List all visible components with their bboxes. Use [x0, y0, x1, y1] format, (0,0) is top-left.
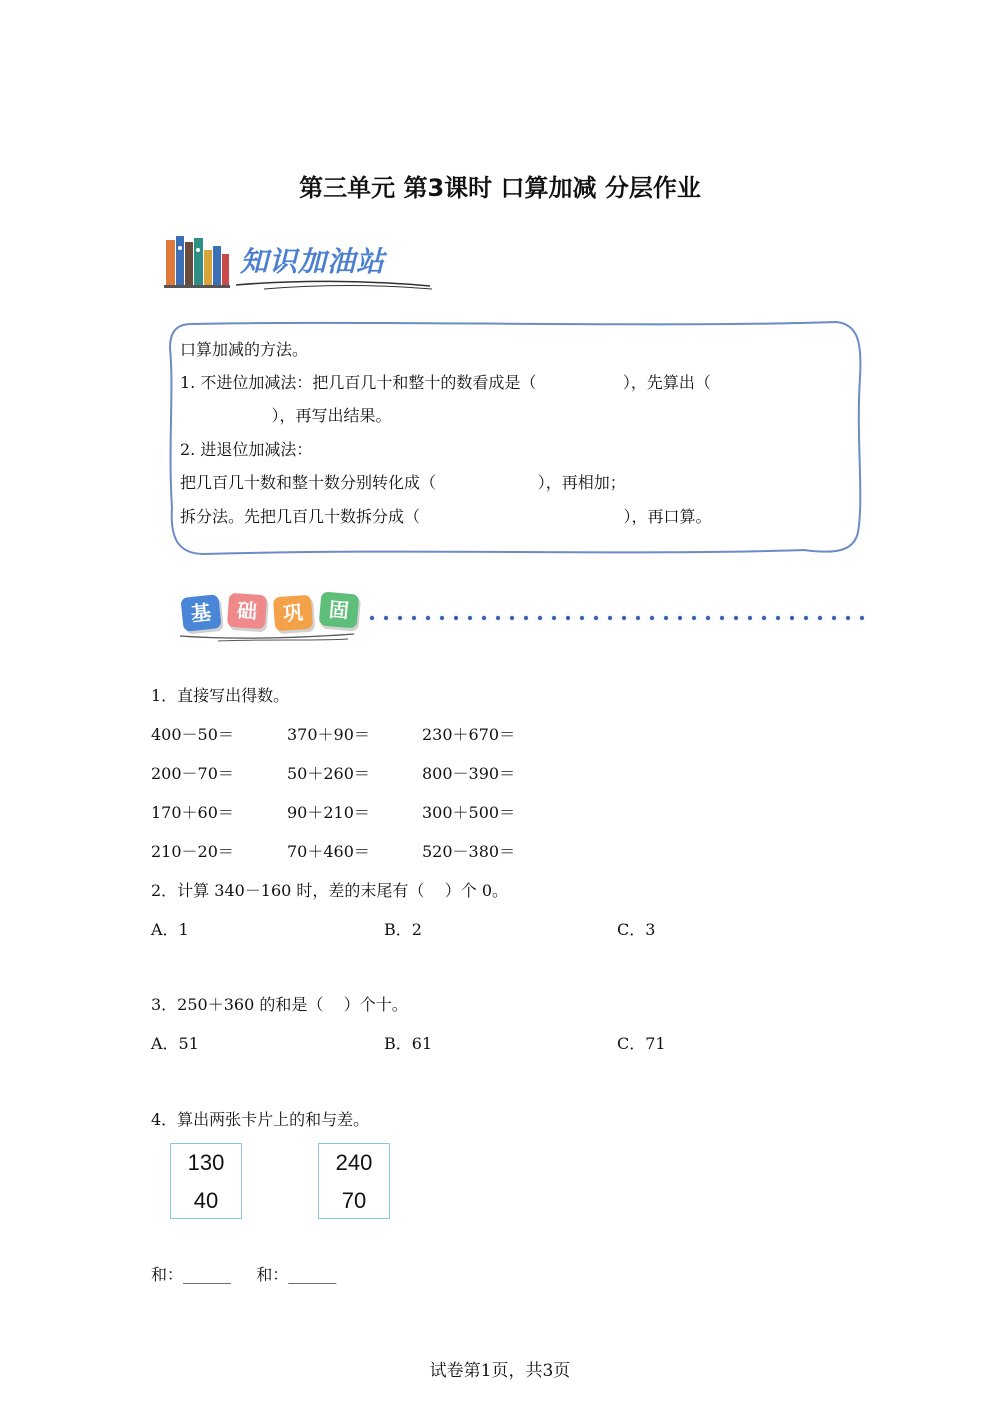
q1-r1-c3: 230＋670＝: [422, 725, 516, 744]
q1-r2-c1: 200－70＝: [151, 764, 234, 783]
card-1-bottom: 40: [193, 1188, 219, 1213]
q1-r4-c1: 210－20＝: [151, 842, 234, 861]
books-icon: [164, 236, 230, 288]
basics-underline: [178, 628, 358, 644]
q1-r4-c3: 520－380＝: [422, 842, 516, 861]
basics-tile-1: 基: [180, 594, 221, 632]
knowledge-line-1: 1. 不进位加减法：把几百几十和整十的数看成是（ ），先算出（: [180, 373, 711, 392]
q1-prompt: 1．直接写出得数。: [151, 686, 290, 705]
knowledge-line-4: 把几百几十数和整十数分别转化成（ ），再相加；: [180, 473, 626, 492]
q1-r1-c2: 370＋90＝: [287, 725, 370, 744]
card-1-top: 130: [187, 1150, 225, 1175]
knowledge-heading: 口算加减的方法。: [180, 340, 309, 359]
q2-prompt: 2．计算 340－160 时，差的末尾有（ ）个 0。: [151, 881, 509, 900]
q3-option-b[interactable]: B．61: [384, 1034, 433, 1053]
q1-r3-c3: 300＋500＝: [422, 803, 516, 822]
card-2-top: 240: [335, 1150, 373, 1175]
knowledge-banner-title: 知识加油站: [240, 245, 386, 278]
q3-option-a[interactable]: A．51: [151, 1034, 199, 1053]
banner-underline: [234, 276, 434, 292]
q4-answer-line[interactable]: 和：______ 和：______: [151, 1265, 337, 1284]
number-card-2: [318, 1143, 390, 1219]
dotted-divider: [368, 608, 868, 618]
q2-option-c[interactable]: C．3: [617, 920, 656, 939]
knowledge-line-2: ），再写出结果。: [180, 406, 392, 425]
q1-r2-c2: 50＋260＝: [287, 764, 370, 783]
card-2-bottom: 70: [341, 1188, 367, 1213]
q2-option-a[interactable]: A．1: [151, 920, 189, 939]
q3-prompt: 3．250＋360 的和是（ ）个十。: [151, 995, 408, 1014]
basics-tile-2: 础: [227, 593, 267, 630]
q1-r4-c2: 70＋460＝: [287, 842, 370, 861]
q4-prompt: 4．算出两张卡片上的和与差。: [151, 1110, 370, 1129]
q3-option-c[interactable]: C．71: [617, 1034, 666, 1053]
basics-tile-4: 固: [319, 591, 360, 628]
page-footer: 试卷第1页，共3页: [429, 1361, 571, 1381]
q2-option-b[interactable]: B．2: [384, 920, 422, 939]
knowledge-line-5: 拆分法。先把几百几十数拆分成（ ），再口算。: [180, 507, 712, 526]
number-card-1: [170, 1143, 242, 1219]
q1-r2-c3: 800－390＝: [422, 764, 516, 783]
basics-tile-3: 巩: [273, 595, 313, 632]
knowledge-line-3: 2. 进退位加减法：: [180, 440, 313, 459]
q1-r3-c1: 170＋60＝: [151, 803, 234, 822]
page-title: 第三单元 第3课时 口算加减 分层作业: [299, 174, 701, 202]
q1-r3-c2: 90＋210＝: [287, 803, 370, 822]
q1-r1-c1: 400－50＝: [151, 725, 234, 744]
